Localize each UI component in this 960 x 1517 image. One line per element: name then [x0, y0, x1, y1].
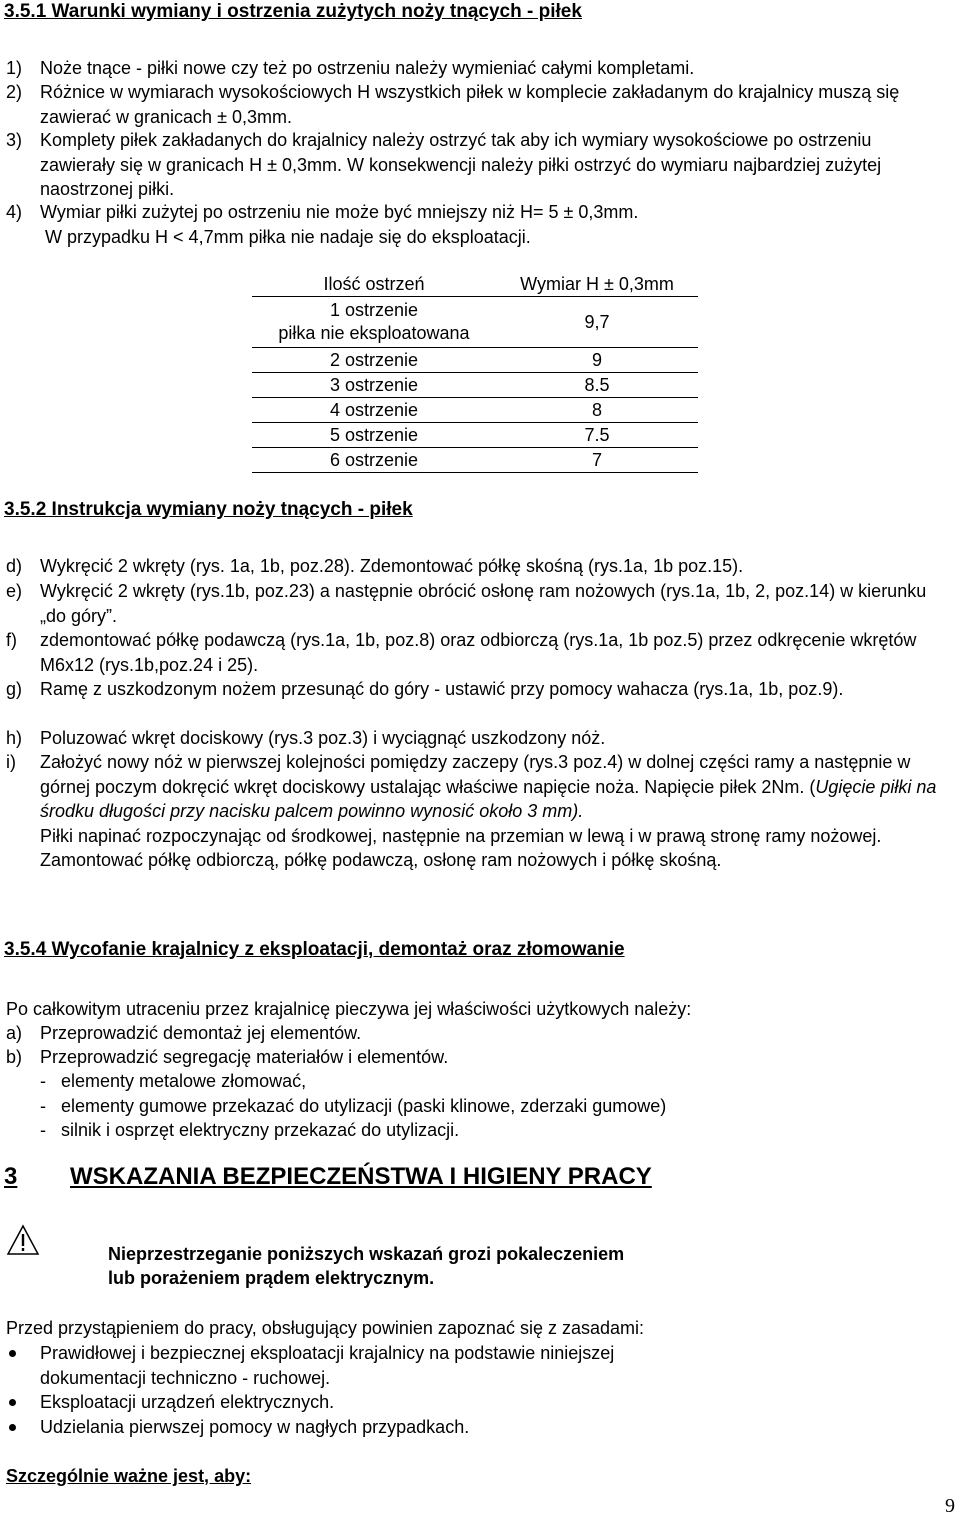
- item-text: Wykręcić 2 wkręty (rys. 1a, 1b, poz.28). Zdemontować półkę skośną (rys.1a, 1b poz.15).: [40, 556, 744, 576]
- list-item: [6, 579, 946, 628]
- list-item: [6, 726, 946, 751]
- table-cell: 7.5: [496, 423, 698, 448]
- table-row: [252, 423, 698, 448]
- table-header-cell: Ilość ostrzeń: [252, 272, 496, 297]
- section-heading-351: 3.5.1 Warunki wymiany i ostrzenia zużytych noży tnących - piłek: [4, 1, 582, 22]
- paragraph: Po całkowitym utraceniu przez krajalnicę pieczywa jej właściwości użytkowych należy:: [6, 999, 692, 1019]
- sharpening-table: [252, 272, 698, 473]
- item-text: Różnice w wymiarach wysokościowych H wszystkich piłek w komplecie zakładanym do krajalnicy muszą się zawierać w granicach ± 0,3mm.: [40, 82, 900, 127]
- warning-text: lub porażeniem prądem elektrycznym.: [108, 1268, 435, 1288]
- table-cell: 6 ostrzenie: [252, 448, 496, 473]
- list-item: [6, 1045, 946, 1070]
- item-text: zdemontować półkę podawczą (rys.1a, 1b, poz.8) oraz odbiorczą (rys.1a, 1b poz.5) przez odkręcenie wkrętów M6x12 (rys.1b,poz.24 i 25).: [40, 630, 917, 675]
- item-text: [40, 750, 946, 824]
- table-cell: [252, 297, 496, 348]
- bullet-text: Prawidłowej i bezpiecznej eksploatacji krajalnicy na podstawie niniejszej dokumentacji techniczno - ruchowej.: [40, 1343, 615, 1388]
- item-text: Komplety piłek zakładanych do krajalnicy należy ostrzyć tak aby ich wymiary wysokościowe po ostrzeniu zawierały się w granicach H ± 0,3mm. W konsekwencji należy piłki ostrzyć do wymiaru najbardziej zużytej naostrzonej piłki.: [40, 130, 882, 199]
- item-label: g): [6, 679, 23, 699]
- item-text: Zamontować półkę odbiorczą, półkę podawczą, osłonę ram nożowych i półkę skośną.: [40, 850, 722, 870]
- bullet-icon: [9, 1399, 16, 1406]
- item-text-italic: Ugięcie piłki na środku długości przy nacisku palcem powinno wynosić około 3 mm).: [40, 776, 937, 821]
- table-row: [252, 373, 698, 398]
- table-cell: 5 ostrzenie: [252, 423, 496, 448]
- item-text: Przeprowadzić demontaż jej elementów.: [40, 1023, 362, 1043]
- dash-item: - silnik i osprzęt elektryczny przekazać do utylizacji.: [40, 1120, 460, 1140]
- item-text: Wykręcić 2 wkręty (rys.1b, poz.23) a następnie obrócić osłonę ram nożowych (rys.1a, 1b, 2, poz.14) w kierunku „do góry”.: [40, 581, 927, 626]
- table-row: [252, 297, 698, 348]
- bullet-item: [6, 1415, 926, 1440]
- list-item: [6, 56, 946, 81]
- item-text: Noże tnące - piłki nowe czy też po ostrzeniu należy wymieniać całymi kompletami.: [40, 58, 695, 78]
- warning-triangle-icon: [6, 1224, 40, 1256]
- dash-item: - elementy metalowe złomować,: [40, 1071, 307, 1091]
- list-item: [6, 677, 946, 702]
- list-item: [6, 1021, 946, 1046]
- list-item: [6, 750, 946, 873]
- list-item: [6, 200, 946, 225]
- paragraph: Przed przystąpieniem do pracy, obsługujący powinien zapoznać się z zasadami:: [6, 1318, 644, 1338]
- table-cell: 8: [496, 398, 698, 423]
- item-label: b): [6, 1047, 23, 1067]
- bullet-icon: [9, 1424, 16, 1431]
- table-cell: 3 ostrzenie: [252, 373, 496, 398]
- item-label: d): [6, 556, 23, 576]
- item-label: a): [6, 1023, 23, 1043]
- item-label: 3): [6, 130, 23, 150]
- item-text: Przeprowadzić segregację materiałów i elementów.: [40, 1047, 449, 1067]
- item-label: f): [6, 630, 17, 650]
- item-label: 1): [6, 58, 23, 78]
- list-item: [6, 628, 946, 677]
- table-row: [252, 348, 698, 373]
- chapter-title: WSKAZANIA BEZPIECZEŃSTWA I HIGIENY PRACY: [70, 1163, 652, 1190]
- table-cell: 9,7: [496, 297, 698, 348]
- bullet-text: Eksploatacji urządzeń elektrycznych.: [40, 1392, 335, 1412]
- table-cell: 7: [496, 448, 698, 473]
- section-heading-352: 3.5.2 Instrukcja wymiany noży tnących - piłek: [4, 499, 413, 520]
- table-row: [252, 398, 698, 423]
- bullet-item: [6, 1390, 926, 1415]
- table-header-cell: Wymiar H ± 0,3mm: [496, 272, 698, 297]
- table-cell-line: piłka nie eksploatowana: [278, 323, 470, 343]
- item-label: i): [6, 752, 16, 772]
- item-text: Wymiar piłki zużytej po ostrzeniu nie może być mniejszy niż H= 5 ± 0,3mm.: [40, 202, 639, 222]
- chapter-heading: [4, 1162, 652, 1192]
- item-label: 4): [6, 202, 23, 222]
- item-text-part: Założyć nowy nóż w pierwszej kolejności pomiędzy zaczepy (rys.3 poz.4) w dolnej części ramy a następnie w górnej poczym dokręcić wkręt dociskowy ustalając właściwe napięcie noża. Napięcie piłek 2Nm. (: [40, 752, 911, 797]
- page-number: 9: [945, 1495, 955, 1517]
- bullet-icon: [9, 1350, 16, 1357]
- item-label: h): [6, 728, 23, 748]
- table-cell: 8.5: [496, 373, 698, 398]
- bullet-text: Udzielania pierwszej pomocy w nagłych przypadkach.: [40, 1417, 470, 1437]
- list-item: [6, 554, 946, 579]
- note-text: W przypadku H < 4,7mm piłka nie nadaje się do eksploatacji.: [40, 227, 531, 247]
- item-label: e): [6, 581, 23, 601]
- table-cell: 4 ostrzenie: [252, 398, 496, 423]
- sub-heading: Szczególnie ważne jest, aby:: [6, 1466, 252, 1486]
- item-label: 2): [6, 82, 23, 102]
- item-text: Ramę z uszkodzonym nożem przesunąć do góry - ustawić przy pomocy wahacza (rys.1a, 1b, poz.9).: [40, 679, 844, 699]
- dash-item: - elementy gumowe przekazać do utylizacji (paski klinowe, zderzaki gumowe): [40, 1096, 667, 1116]
- table-cell-line: 1 ostrzenie: [329, 300, 419, 320]
- item-text: Poluzować wkręt dociskowy (rys.3 poz.3) i wyciągnąć uszkodzony nóż.: [40, 728, 606, 748]
- bullet-item: [6, 1341, 926, 1390]
- table-row: [252, 448, 698, 473]
- table-cell: 9: [496, 348, 698, 373]
- item-text: Piłki napinać rozpoczynając od środkowej, następnie na przemian w lewą i w prawą stronę ramy nożowej.: [40, 825, 882, 846]
- chapter-number: 3: [4, 1163, 18, 1190]
- table-cell: 2 ostrzenie: [252, 348, 496, 373]
- warning-text: Nieprzestrzeganie poniższych wskazań grozi pokaleczeniem: [108, 1244, 625, 1264]
- list-item: [6, 80, 946, 129]
- list-item: [6, 128, 946, 202]
- table-header-row: [252, 272, 698, 297]
- section-heading-354: 3.5.4 Wycofanie krajalnicy z eksploatacji, demontaż oraz złomowanie: [4, 939, 625, 960]
